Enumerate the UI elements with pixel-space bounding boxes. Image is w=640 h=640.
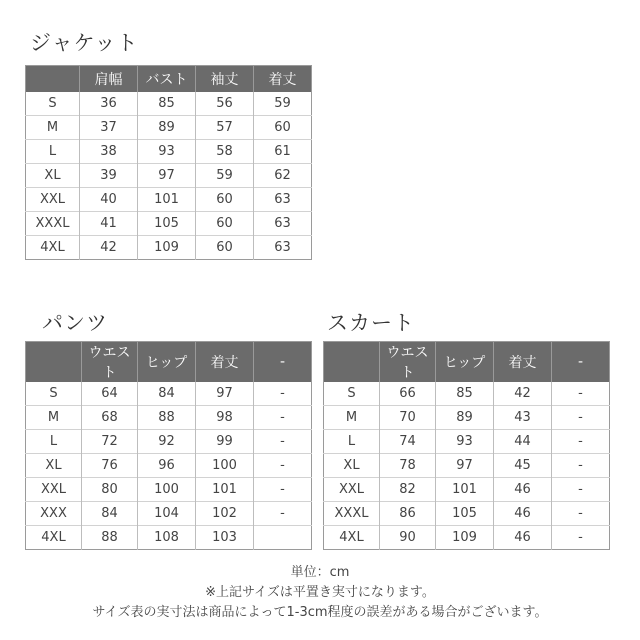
size-label-cell: XXXL — [324, 502, 380, 526]
measurement-cell: 84 — [138, 382, 196, 406]
measurement-cell: 78 — [380, 454, 436, 478]
measurement-cell: 105 — [138, 212, 196, 236]
measurement-cell: 101 — [196, 478, 254, 502]
measurement-cell: 102 — [196, 502, 254, 526]
measurement-cell: 76 — [82, 454, 138, 478]
size-label-cell: 4XL — [26, 526, 82, 550]
measurement-cell: 37 — [80, 116, 138, 140]
measurement-cell: 105 — [436, 502, 494, 526]
pants-size-table — [25, 341, 312, 550]
table-row — [26, 502, 312, 526]
header-row — [26, 342, 312, 383]
measurement-cell: 46 — [494, 502, 552, 526]
measurement-cell: 97 — [138, 164, 196, 188]
measurement-cell: 80 — [82, 478, 138, 502]
measurement-cell: 84 — [82, 502, 138, 526]
column-header — [324, 342, 380, 383]
measurement-note: ※上記サイズは平置き実寸になります。 — [205, 585, 435, 600]
table-row — [26, 478, 312, 502]
measurement-cell: 74 — [380, 430, 436, 454]
measurement-cell: 60 — [196, 188, 254, 212]
measurement-cell: 72 — [82, 430, 138, 454]
measurement-cell: - — [254, 478, 312, 502]
measurement-cell: 103 — [196, 526, 254, 550]
measurement-cell: 41 — [80, 212, 138, 236]
measurement-cell: 63 — [254, 236, 312, 260]
measurement-cell: - — [552, 502, 610, 526]
measurement-cell: 66 — [380, 382, 436, 406]
measurement-cell: 64 — [82, 382, 138, 406]
column-header: 着丈 — [494, 342, 552, 383]
size-label-cell: XXL — [26, 478, 82, 502]
table-row — [26, 382, 312, 406]
measurement-cell: 100 — [196, 454, 254, 478]
measurement-cell: 93 — [436, 430, 494, 454]
measurement-cell: 104 — [138, 502, 196, 526]
unit-note: 単位：cm — [290, 565, 350, 580]
measurement-cell: 109 — [436, 526, 494, 550]
measurement-cell: 39 — [80, 164, 138, 188]
measurement-cell: 59 — [254, 92, 312, 116]
column-header: - — [254, 342, 312, 383]
table-row — [26, 526, 312, 550]
table-row — [324, 382, 610, 406]
measurement-cell: 82 — [380, 478, 436, 502]
table-row — [26, 140, 312, 164]
column-header: ヒップ — [436, 342, 494, 383]
measurement-cell: 93 — [138, 140, 196, 164]
measurement-cell: - — [254, 454, 312, 478]
table-row — [26, 430, 312, 454]
table-row — [324, 502, 610, 526]
measurement-cell: - — [552, 406, 610, 430]
measurement-cell: 36 — [80, 92, 138, 116]
table-row — [324, 526, 610, 550]
column-header: - — [552, 342, 610, 383]
measurement-cell: 101 — [138, 188, 196, 212]
measurement-cell: 97 — [196, 382, 254, 406]
size-label-cell: S — [48, 96, 57, 111]
measurement-cell: 45 — [494, 454, 552, 478]
measurement-cell: 62 — [254, 164, 312, 188]
measurement-cell — [254, 526, 312, 550]
size-label-cell: XXXL — [26, 212, 80, 236]
table-row — [26, 406, 312, 430]
column-header: 着丈 — [254, 66, 312, 93]
column-header: ヒップ — [138, 342, 196, 383]
measurement-cell: 97 — [436, 454, 494, 478]
measurement-cell: 46 — [494, 478, 552, 502]
column-header: ウエスト — [380, 342, 436, 383]
pants-title: パンツ — [42, 311, 108, 335]
jacket-size-table — [25, 65, 312, 260]
size-label-cell: XXL — [26, 188, 80, 212]
measurement-cell: 59 — [196, 164, 254, 188]
measurement-cell: - — [254, 502, 312, 526]
measurement-cell: 68 — [82, 406, 138, 430]
measurement-cell: 99 — [196, 430, 254, 454]
column-header: バスト — [138, 66, 196, 93]
measurement-cell: 58 — [196, 140, 254, 164]
size-label-cell: XL — [324, 454, 380, 478]
measurement-cell: 42 — [494, 382, 552, 406]
measurement-cell: 85 — [436, 382, 494, 406]
measurement-cell: 61 — [254, 140, 312, 164]
measurement-cell: 44 — [494, 430, 552, 454]
size-label-cell: L — [26, 430, 82, 454]
table-row — [26, 116, 312, 140]
table-row — [324, 406, 610, 430]
measurement-cell: 46 — [494, 526, 552, 550]
measurement-cell: - — [552, 454, 610, 478]
measurement-cell: - — [254, 382, 312, 406]
measurement-cell: 56 — [196, 92, 254, 116]
measurement-cell: 85 — [138, 92, 196, 116]
size-label-cell: XXL — [324, 478, 380, 502]
measurement-cell: 88 — [138, 406, 196, 430]
size-label-cell: L — [324, 430, 380, 454]
column-header: 肩幅 — [80, 66, 138, 93]
measurement-cell: 63 — [254, 212, 312, 236]
table-row — [26, 188, 312, 212]
size-label-cell: XL — [26, 164, 80, 188]
measurement-cell: 60 — [196, 236, 254, 260]
table-row — [324, 430, 610, 454]
measurement-cell: 98 — [196, 406, 254, 430]
table-row — [324, 454, 610, 478]
size-label-cell: S — [347, 386, 356, 401]
measurement-cell: - — [254, 430, 312, 454]
measurement-cell: 63 — [254, 188, 312, 212]
skirt-title: スカート — [327, 311, 415, 335]
measurement-cell: 92 — [138, 430, 196, 454]
measurement-cell: - — [552, 526, 610, 550]
measurement-cell: 96 — [138, 454, 196, 478]
header-row — [26, 66, 312, 93]
size-label-cell: XL — [26, 454, 82, 478]
measurement-cell: - — [552, 382, 610, 406]
measurement-cell: 100 — [138, 478, 196, 502]
size-label-cell: M — [324, 406, 380, 430]
size-label-cell: M — [26, 406, 82, 430]
table-row — [26, 212, 312, 236]
size-label-cell: XXX — [26, 502, 82, 526]
measurement-cell: 43 — [494, 406, 552, 430]
measurement-cell: 60 — [254, 116, 312, 140]
measurement-cell: 57 — [196, 116, 254, 140]
table-row — [26, 164, 312, 188]
measurement-cell: 42 — [80, 236, 138, 260]
column-header — [26, 342, 82, 383]
column-header: 袖丈 — [196, 66, 254, 93]
measurement-cell: 86 — [380, 502, 436, 526]
size-label-cell: 4XL — [324, 526, 380, 550]
size-notes — [0, 563, 640, 623]
table-row — [324, 478, 610, 502]
measurement-cell: - — [552, 478, 610, 502]
tolerance-note: サイズ表の実寸法は商品によって1-3cm程度の誤差がある場合がございます。 — [92, 605, 548, 620]
column-header — [26, 66, 80, 93]
measurement-cell: 108 — [138, 526, 196, 550]
measurement-cell: 38 — [80, 140, 138, 164]
measurement-cell: 88 — [82, 526, 138, 550]
size-label-cell: L — [26, 140, 80, 164]
column-header: 着丈 — [196, 342, 254, 383]
measurement-cell: - — [552, 430, 610, 454]
measurement-cell: 109 — [138, 236, 196, 260]
table-row — [26, 454, 312, 478]
size-label-cell: 4XL — [26, 236, 80, 260]
measurement-cell: 60 — [196, 212, 254, 236]
measurement-cell: 101 — [436, 478, 494, 502]
size-label-cell: M — [26, 116, 80, 140]
measurement-cell: 40 — [80, 188, 138, 212]
header-row — [324, 342, 610, 383]
measurement-cell: 70 — [380, 406, 436, 430]
table-row — [26, 236, 312, 260]
measurement-cell: 89 — [436, 406, 494, 430]
size-label-cell: S — [49, 386, 58, 401]
measurement-cell: 89 — [138, 116, 196, 140]
column-header: ウエスト — [82, 342, 138, 383]
table-row — [26, 92, 312, 116]
measurement-cell: 90 — [380, 526, 436, 550]
jacket-title: ジャケット — [30, 31, 139, 55]
skirt-size-table — [323, 341, 610, 550]
measurement-cell: - — [254, 406, 312, 430]
